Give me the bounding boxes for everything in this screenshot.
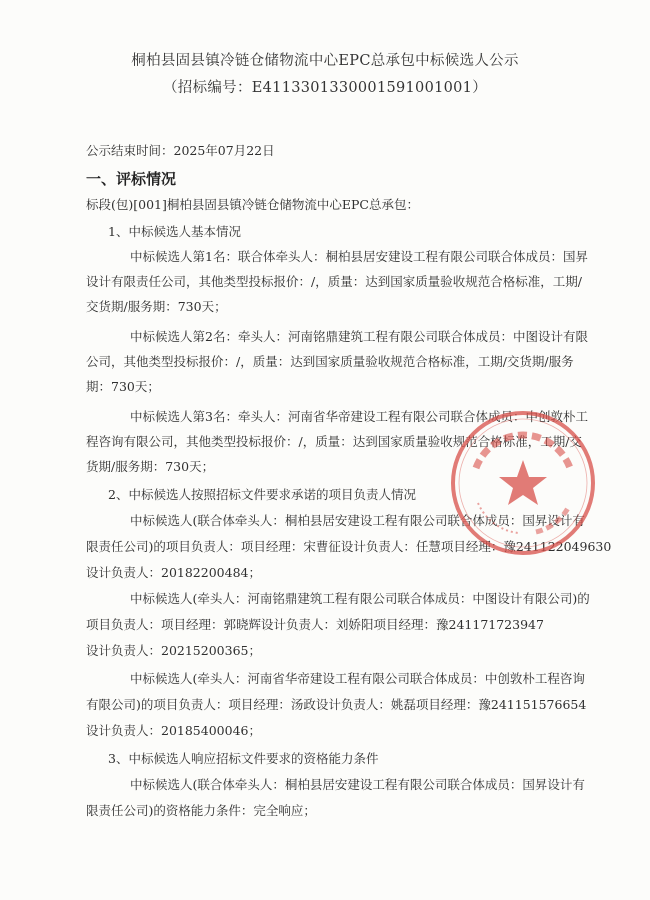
candidate-1-line: 交货期/服务期：730天； (86, 299, 227, 314)
project-leader-3-line: 有限公司)的项目负责人：项目经理：汤政设计负责人：姚磊项目经理：豫241151576654 (86, 697, 587, 712)
publicity-end-time: 公示结束时间：2025年07月22日 (86, 143, 275, 158)
project-leader-3-line: 中标候选人(牵头人：河南省华帝建设工程有限公司联合体成员：中创敦朴工程咨询 (130, 671, 585, 686)
candidate-2-line: 中标候选人第2名：牵头人：河南铭鼎建筑工程有限公司联合体成员：中图设计有限 (130, 329, 588, 344)
qualification-line: 限责任公司)的资格能力条件：完全响应； (86, 803, 316, 818)
lot-line: 标段(包)[001]桐柏县固县镇冷链仓储物流中心EPC总承包： (86, 197, 419, 212)
candidate-3-line: 货期/服务期：730天； (86, 459, 215, 474)
project-leader-1-line: 限责任公司)的项目负责人：项目经理：宋曹征设计负责人：任慧项目经理：豫241122049630 (86, 539, 612, 554)
official-seal-stamp (448, 408, 598, 558)
candidate-3-line: 中标候选人第3名：牵头人：河南省华帝建设工程有限公司联合体成员：中创敦朴工 (130, 409, 588, 424)
qualification-line: 中标候选人(联合体牵头人：桐柏县居安建设工程有限公司联合体成员：国昇设计有 (130, 777, 585, 792)
section-heading: 一、评标情况 (86, 170, 177, 188)
subsection-heading-3: 3、中标候选人响应招标文件要求的资格能力条件 (108, 751, 379, 766)
candidate-2-line: 公司，其他类型投标报价：/，质量：达到国家质量验收规范合格标准，工期/交货期/服务 (86, 354, 574, 369)
project-leader-2-line: 中标候选人(牵头人：河南铭鼎建筑工程有限公司联合体成员：中图设计有限公司)的 (130, 591, 590, 606)
star-icon (499, 460, 547, 505)
project-leader-1-line: 设计负责人：20182200484； (86, 565, 261, 580)
candidate-3-line: 程咨询有限公司，其他类型投标报价：/，质量：达到国家质量验收规范合格标准，工期/交 (86, 434, 582, 449)
candidate-1-line: 设计有限责任公司，其他类型投标报价：/，质量：达到国家质量验收规范合格标准，工期/ (86, 274, 582, 289)
project-leader-3-line: 设计负责人：20185400046； (86, 723, 261, 738)
candidate-2-line: 期：730天； (86, 379, 160, 394)
subsection-heading-2: 2、中标候选人按照招标文件要求承诺的项目负责人情况 (108, 487, 416, 502)
bid-number: （招标编号：E4113301330001591001001） (162, 80, 488, 96)
project-leader-2-line: 项目负责人：项目经理：郭晓辉设计负责人：刘娇阳项目经理：豫241171723947 (86, 617, 544, 632)
candidate-1-line: 中标候选人第1名：联合体牵头人：桐柏县居安建设工程有限公司联合体成员：国昇 (130, 249, 588, 264)
document-title: 桐柏县固县镇冷链仓储物流中心EPC总承包中标候选人公示 (131, 53, 519, 69)
subsection-heading-1: 1、中标候选人基本情况 (108, 224, 241, 239)
project-leader-2-line: 设计负责人：20215200365； (86, 643, 261, 658)
project-leader-1-line: 中标候选人(联合体牵头人：桐柏县居安建设工程有限公司联合体成员：国昇设计有 (130, 513, 585, 528)
